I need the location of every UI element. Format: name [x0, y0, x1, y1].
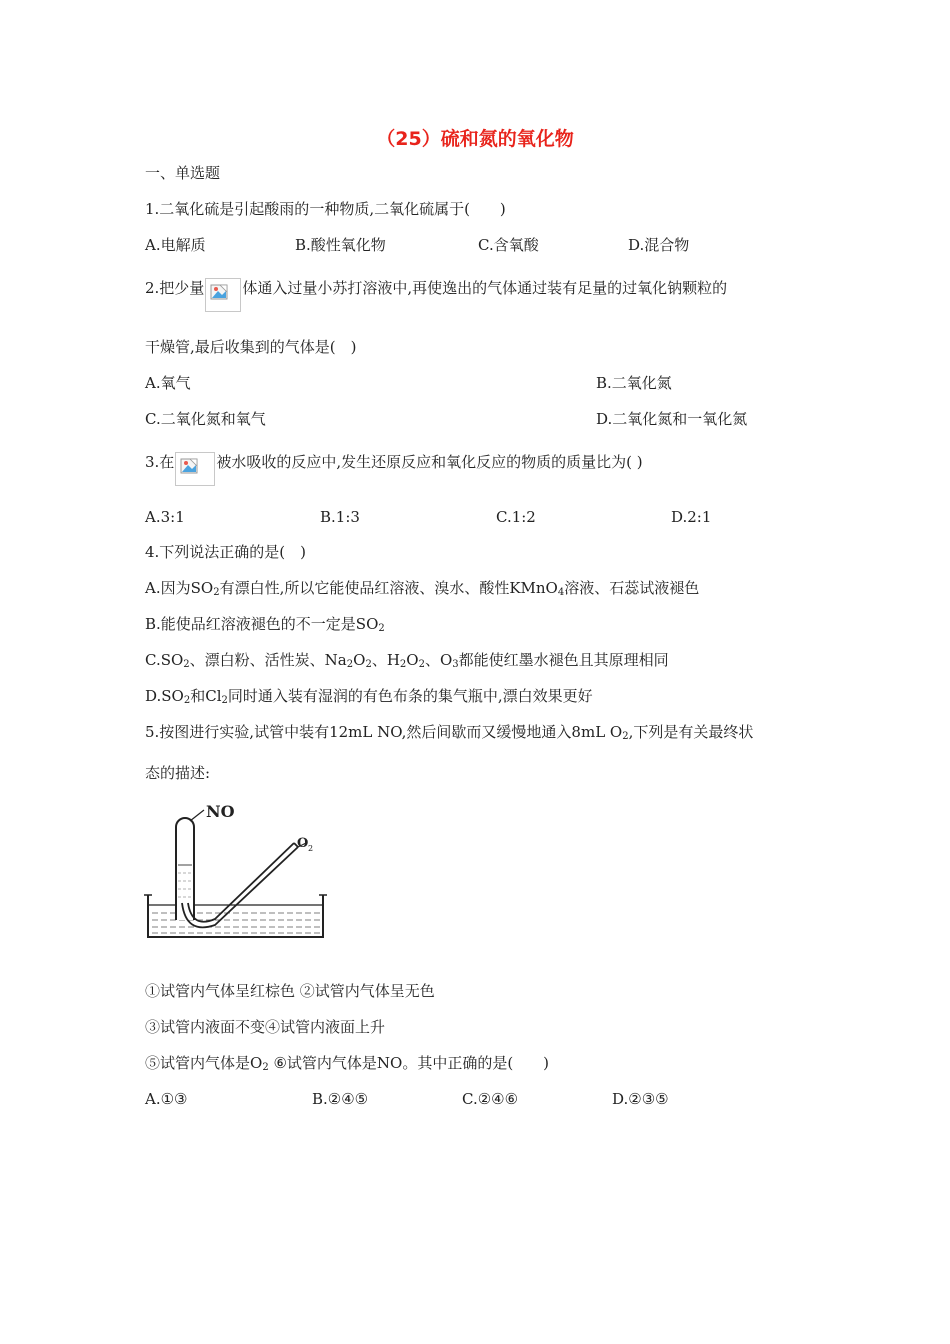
question-2-stem-line-2: 干燥管,最后收集到的气体是( ) [145, 338, 357, 356]
text-run: ⑥试管内气体是NO。其中正确的是( ) [268, 1054, 550, 1072]
subscript: 2 [213, 587, 220, 598]
label-o2: O [297, 836, 309, 851]
subscript: 2 [262, 1062, 269, 1073]
broken-image-icon [175, 452, 215, 486]
label-no: NO [206, 802, 235, 821]
q2-option-d: D.二氧化氮和一氧化氮 [596, 410, 748, 428]
q3-stem-part-b: 被水吸收的反应中,发生还原反应和氧化反应的物质的质量比为( ) [216, 453, 643, 471]
q1-option-b: B.酸性氧化物 [295, 236, 386, 254]
q3-stem-part-a: 3.在 [145, 453, 175, 471]
q5-option-b: B.②④⑤ [312, 1090, 369, 1108]
q4-option-a [145, 578, 699, 598]
subscript: 4 [557, 587, 565, 598]
apparatus-figure [140, 795, 340, 945]
question-1-stem: 1.二氧化硫是引起酸雨的一种物质,二氧化硫属于( ) [145, 200, 506, 218]
text-run: 、H [371, 651, 400, 669]
q1-option-a: A.电解质 [145, 236, 206, 254]
question-4-stem: 4.下列说法正确的是( ) [145, 543, 307, 561]
text-run: 都能使红墨水褪色且其原理相同 [458, 651, 669, 669]
subscript: 2 [221, 695, 228, 706]
text-run: O [406, 651, 419, 669]
q2-stem-part-b: 体通入过量小苏打溶液中,再使逸出的气体通过装有足量的过氧化钠颗粒的 [242, 279, 728, 297]
question-3-stem [145, 446, 643, 480]
q5-option-c: C.②④⑥ [462, 1090, 519, 1108]
question-5-stem-line-1 [145, 722, 753, 742]
label-o2-subscript: 2 [308, 844, 314, 853]
text-run: 同时通入装有湿润的有色布条的集气瓶中,漂白效果更好 [227, 687, 593, 705]
text-run: B.能使品红溶液褪色的不一定是SO [145, 615, 379, 633]
text-run: C.SO [145, 651, 184, 669]
q2-option-c: C.二氧化氮和氧气 [145, 410, 266, 428]
broken-image-icon [205, 278, 241, 312]
page-title: （25）硫和氮的氧化物 [376, 128, 574, 150]
q5-statement-2: ③试管内液面不变④试管内液面上升 [145, 1018, 386, 1036]
text-run: ,下列是有关最终状 [628, 723, 754, 741]
q1-option-d: D.混合物 [628, 236, 690, 254]
q5-option-a: A.①③ [145, 1090, 188, 1108]
text-run: 有漂白性,所以它能使品红溶液、溴水、酸性KMnO [219, 579, 558, 597]
q4-option-b [145, 614, 385, 634]
subscript: 2 [378, 623, 385, 634]
q3-option-b: B.1:3 [320, 508, 360, 526]
subscript: 2 [346, 659, 354, 670]
question-2-stem-line-1 [145, 272, 727, 306]
q5-statement-1: ①试管内气体呈红棕色 ②试管内气体呈无色 [145, 982, 435, 1000]
q2-stem-part-a: 2.把少量 [145, 279, 205, 297]
q4-option-d [145, 686, 593, 706]
text-run: 溶液、石蕊试液褪色 [564, 579, 700, 597]
text-run: A.因为SO [145, 579, 214, 597]
subscript: 2 [365, 659, 372, 670]
text-run: ⑤试管内气体是O [145, 1054, 263, 1072]
q4-option-c [145, 650, 669, 670]
q5-statement-3 [145, 1053, 549, 1073]
text-run: O [353, 651, 366, 669]
section-heading: 一、单选题 [145, 164, 221, 182]
question-5-stem-line-2: 态的描述: [145, 764, 211, 782]
q5-option-d: D.②③⑤ [612, 1090, 669, 1108]
subscript: 2 [418, 659, 425, 670]
text-run: 5.按图进行实验,试管中装有12mL NO,然后间歇而又缓慢地通入8mL O [145, 723, 623, 741]
q2-option-b: B.二氧化氮 [596, 374, 672, 392]
text-run: 、O [424, 651, 453, 669]
subscript: 3 [452, 659, 459, 670]
text-run: D.SO [145, 687, 184, 705]
text-run: 、漂白粉、活性炭、Na [189, 651, 347, 669]
subscript: 2 [183, 659, 190, 670]
q3-option-c: C.1:2 [496, 508, 536, 526]
q3-option-a: A.3:1 [145, 508, 185, 526]
subscript: 2 [183, 695, 191, 706]
q3-option-d: D.2:1 [671, 508, 712, 526]
text-run: 和Cl [190, 687, 222, 705]
subscript: 2 [399, 659, 407, 670]
q1-option-c: C.含氧酸 [478, 236, 539, 254]
q2-option-a: A.氧气 [145, 374, 191, 392]
subscript: 2 [622, 731, 629, 742]
